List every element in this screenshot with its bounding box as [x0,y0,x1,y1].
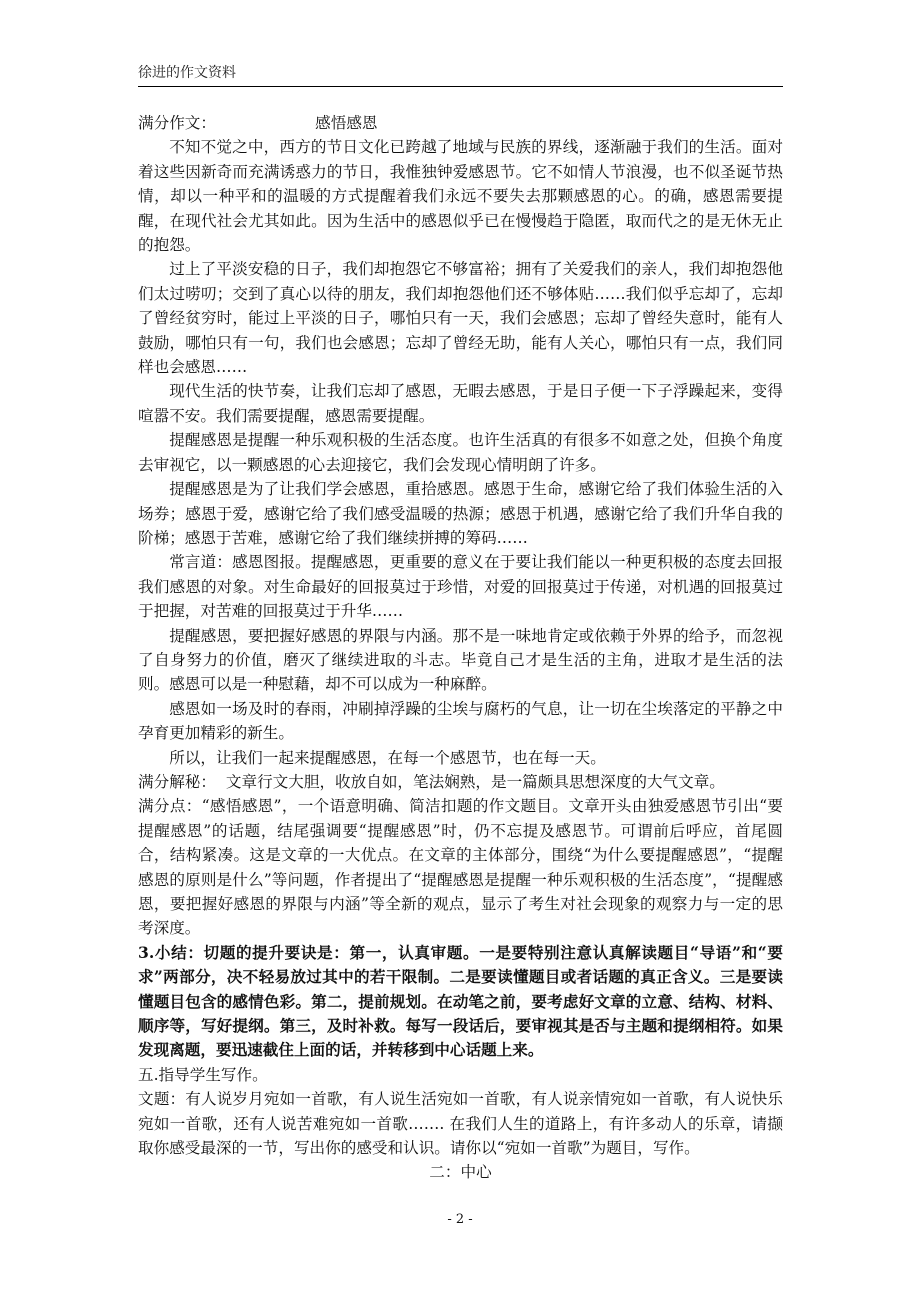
page-header [138,62,783,87]
section5-prompt: 文题：有人说岁月宛如一首歌，有人说生活宛如一首歌，有人说亲情宛如一首歌，有人说快乐宛如一首歌，还有人说苦难宛如一首歌……. 在我们人生的道路上，有许多动人的乐章，请撷取你感受最深的一节，写出你的感受和认识。请你以“宛如一首歌”为题目，写作。 [138,1090,783,1158]
analysis-dian: 满分点：“感悟感恩”，一个语意明确、简洁扣题的作文题目。文章开头由独爱感恩节引出“要提醒感恩”的话题，结尾强调要“提醒感恩”时，仍不忘提及感恩节。可谓前后呼应，首尾圆合，结构紧凑。这是文章的一大优点。在文章的主体部分，围绕“为什么要提醒感恩”，“提醒感恩的原则是什么”等问题，作者提出了“提醒感恩是提醒一种乐观积极的生活态度”，“提醒感恩，要把握好感恩的界限与内涵”等全新的观点，显示了考生对社会现象的观察力与一定的思考深度。 [138,797,783,938]
essay-paragraph: 现代生活的快节奏，让我们忘却了感恩，无暇去感恩，于是日子便一下子浮躁起来，变得喧嚣不安。我们需要提醒，感恩需要提醒。 [138,382,783,425]
essay-paragraph: 所以，让我们一起来提醒感恩，在每一个感恩节，也在每一天。 [169,748,606,767]
essay-label: 满分作文： [138,114,216,132]
essay-paragraph: 常言道：感恩图报。提醒感恩，更重要的意义在于要让我们能以一种更积极的态度去回报我们感恩的对象。对生命最好的回报莫过于珍惜，对爱的回报莫过于传递，对机遇的回报莫过于把握，对苦难的回报莫过于升华…… [138,553,783,621]
essay-paragraph: 提醒感恩是为了让我们学会感恩，重拾感恩。感恩于生命，感谢它给了我们体验生活的入场券；感恩于爱，感谢它给了我们感受温暖的热源；感恩于机遇，感谢它给了我们升华自我的阶梯；感恩于苦难，感谢它给了我们继续拼搏的筹码…… [138,480,783,547]
section5-heading: 五.指导学生写作。 [138,1065,268,1084]
essay-title: 感悟感恩 [315,114,378,132]
essay-paragraph: 感恩如一场及时的春雨，冲刷掉浮躁的尘埃与腐朽的气息，让一切在尘埃落定的平静之中孕育更加精彩的新生。 [138,699,783,743]
analysis-jiemi: 满分解秘： 文章行文大胆，收放自如，笔法娴熟，是一篇颇具思想深度的大气文章。 [138,772,725,791]
essay-paragraph: 过上了平淡安稳的日子，我们却抱怨它不够富裕；拥有了关爱我们的亲人，我们却抱怨他们太过唠叨；交到了真心以待的朋友，我们却抱怨他们还不够体贴……我们似乎忘却了，忘却了曾经贫穷时，能过上平淡的日子，哪怕只有一天，我们会感恩；忘却了曾经失意时，能有人鼓励，哪怕只有一句，我们也会感恩；忘却了曾经无助，能有人关心，哪怕只有一点，我们同样也会感恩…… [138,260,783,377]
essay-paragraph: 提醒感恩是提醒一种乐观积极的生活态度。也许生活真的有很多不如意之处，但换个角度去审视它，以一颗感恩的心去迎接它，我们会发现心情明朗了许多。 [138,431,783,474]
summary-paragraph: 3.小结：切题的提升要诀是：第一，认真审题。一是要特别注意认真解读题目“导语”和“要求”两部分，决不轻易放过其中的若干限制。二是要读懂题目或者话题的真正含义。三是要读懂题目包含的感情色彩。第二，提前规划。在动笔之前，要考虑好文章的立意、结构、材料、顺序等，写好提纲。第三，及时补救。每写一段话后，要审视其是否与主题和提纲相符。如果发现离题，要迅速截住上面的话，并转移到中心话题上来。 [138,942,783,1060]
header-title: 徐进的作文资料 [138,65,236,81]
section2-heading: 二：中心 [429,1163,492,1182]
essay-title-line [138,111,783,135]
essay-paragraph: 不知不觉之中，西方的节日文化已跨越了地域与民族的界线，逐渐融于我们的生活。面对着这些因新奇而充满诱惑力的节日，我惟独钟爱感恩节。它不如情人节浪漫，也不似圣诞节热情，却以一种平和的温暖的方式提醒着我们永远不要失去那颗感恩的心。的确，感恩需要提醒，在现代社会尤其如此。因为生活中的感恩似乎已在慢慢趋于隐匿，取而代之的是无休无止的抱怨。 [138,138,783,255]
page-number: - 2 - [447,1212,473,1227]
essay-paragraph: 提醒感恩，要把握好感恩的界限与内涵。那不是一味地肯定或依赖于外界的给予，而忽视了自身努力的价值，磨灭了继续进取的斗志。毕竟自己才是生活的主角，进取才是生活的法则。感恩可以是一种慰藉，却不可以成为一种麻醉。 [138,626,783,694]
document-body [138,111,783,1185]
